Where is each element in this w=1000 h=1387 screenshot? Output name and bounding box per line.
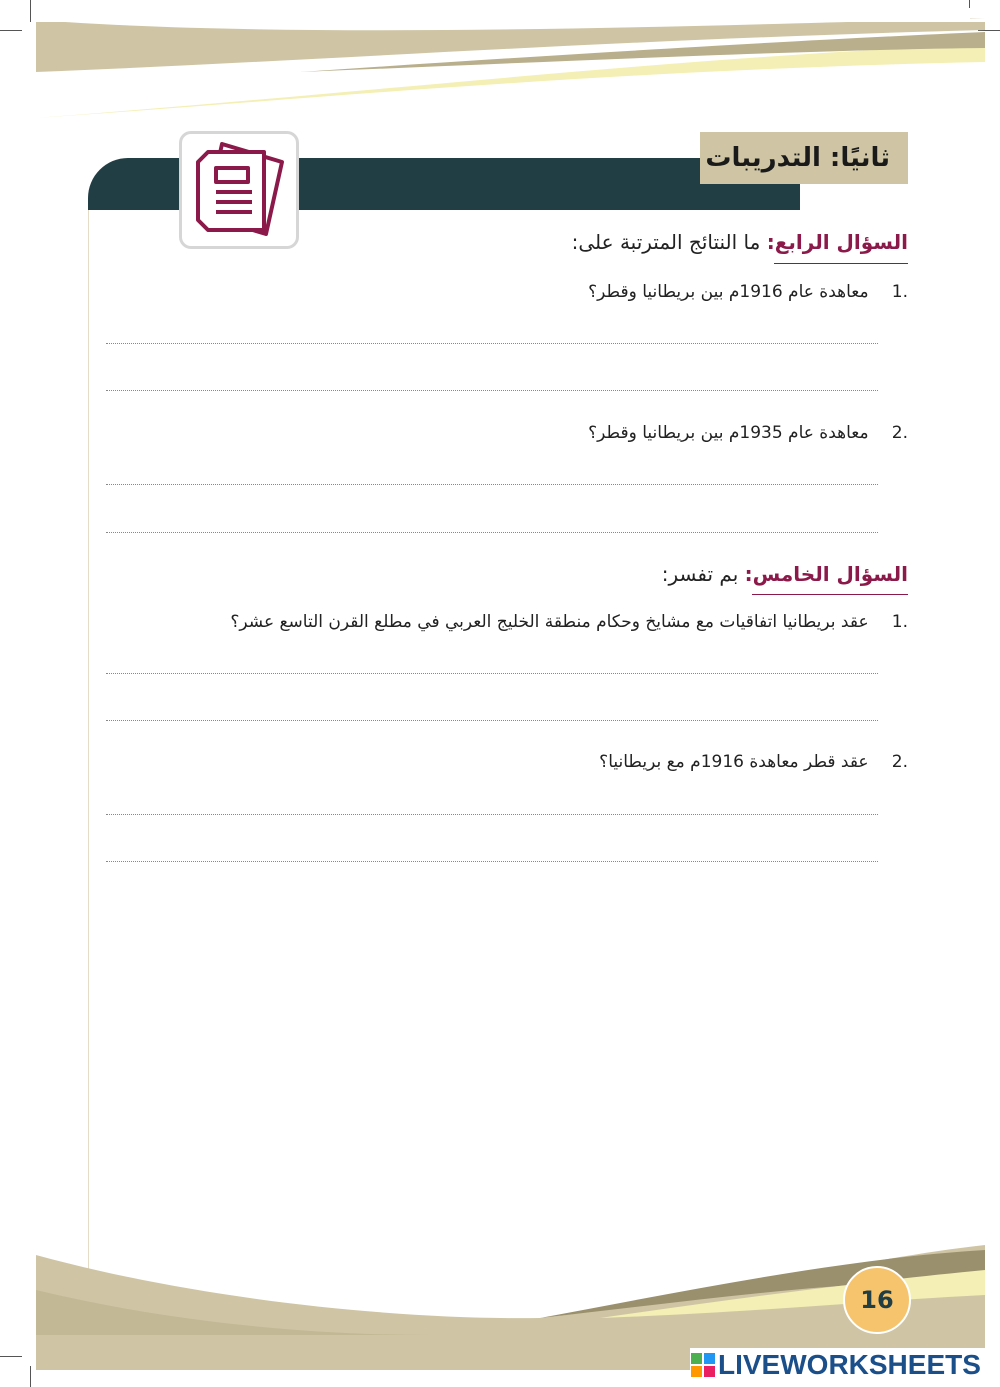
question-five-label: السؤال الخامس:: [744, 562, 908, 586]
question-four-item-2: [588, 423, 908, 443]
question-five-prompt: بم تفسر:: [661, 562, 745, 586]
answer-line[interactable]: [106, 720, 878, 721]
watermark-text: LIVEWORKSHEETS: [718, 1349, 981, 1380]
item-number: 2.: [891, 423, 908, 443]
item-number: 1.: [891, 282, 908, 302]
answer-line[interactable]: [106, 390, 878, 391]
page-number: 16: [860, 1286, 894, 1314]
liveworksheets-logo-icon: [690, 1352, 716, 1378]
item-text: معاهدة عام 1935م بين بريطانيا وقطر؟: [588, 423, 869, 443]
question-four-label: السؤال الرابع:: [766, 230, 908, 254]
section-title: ثانيًا: التدريبات: [705, 143, 890, 173]
item-number: 2.: [891, 752, 908, 772]
section-title-box: [700, 132, 908, 184]
answer-line[interactable]: [106, 484, 878, 485]
question-four-title: [572, 230, 908, 254]
item-text: معاهدة عام 1916م بين بريطانيا وقطر؟: [588, 282, 869, 302]
question-five-underline: [752, 594, 908, 595]
document-icon: [182, 134, 296, 246]
question-four-item-1: [588, 282, 908, 302]
top-wave-decoration: [0, 0, 1000, 125]
question-four-underline: [774, 263, 908, 264]
watermark: [690, 1348, 990, 1382]
question-five-item-2: [599, 752, 908, 772]
answer-line[interactable]: [106, 673, 878, 674]
answer-line[interactable]: [106, 861, 878, 862]
question-five-item-1: [230, 612, 908, 632]
answer-line[interactable]: [106, 343, 878, 344]
exercise-icon-card: [179, 131, 299, 249]
item-text: عقد قطر معاهدة 1916م مع بريطانيا؟: [599, 752, 869, 772]
answer-line[interactable]: [106, 814, 878, 815]
question-five-title: [662, 562, 908, 586]
item-number: 1.: [891, 612, 908, 632]
answer-line[interactable]: [106, 532, 878, 533]
item-text: عقد بريطانيا اتفاقيات مع مشايخ وحكام منطقة الخليج العربي في مطلع القرن التاسع عشر؟: [230, 612, 869, 632]
page-margin-line: [88, 200, 89, 1280]
page-number-badge: [843, 1266, 911, 1334]
question-four-prompt: ما النتائج المترتبة على:: [571, 230, 767, 254]
